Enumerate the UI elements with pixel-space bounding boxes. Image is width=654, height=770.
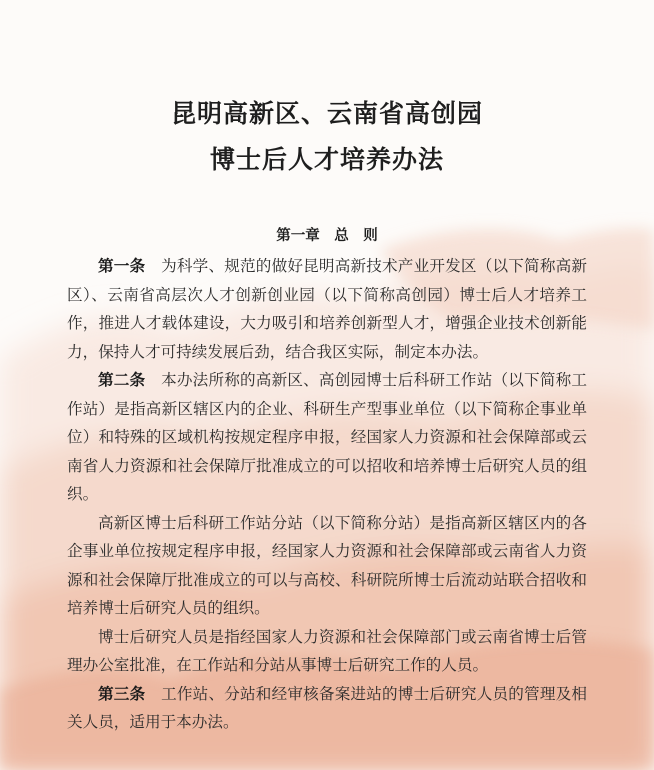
postdoc-definition-paragraph [67,623,587,680]
article-label: 第三条 [98,683,146,703]
paragraph-text: 工作站、分站和经审核备案进站的博士后研究人员的管理及相关人员，适用于本办法。 [67,684,587,731]
paragraph-text: 博士后研究人员是指经国家人力资源和社会保障部门或云南省博士后管理办公室批准，在工作站和分站从事博士后研究工作的人员。 [67,627,587,674]
paragraph-text: 为科学、规范的做好昆明高新技术产业开发区（以下简称高新区）、云南省高层次人才创新创业园（以下简称高创园）博士后人才培养工作，推进人才载体建设，大力吸引和培养创新型人才，增强企业技术创新能力，保持人才可持续发展后劲，结合我区实际，制定本办法。 [67,257,587,361]
document-title-line-1: 昆明高新区、云南省高创园 [170,99,483,128]
article-2-paragraph [67,366,587,509]
paragraph-text: 本办法所称的高新区、高创园博士后科研工作站（以下简称工作站）是指高新区辖区内的企业、科研生产型事业单位（以下简称企事业单位）和特殊的区域机构按规定程序申报，经国家人力资源和社会保障部或云南省人力资源和社会保障厅批准成立的可以招收和培养博士后研究人员的组织。 [67,371,587,503]
document-title-line-2: 博士后人才培养办法 [209,145,444,174]
article-1-paragraph [67,252,587,366]
article-label: 第一条 [98,256,146,275]
document-body [67,252,587,737]
paragraph-text: 高新区博士后科研工作站分站（以下简称分站）是指高新区辖区内的各企事业单位按规定程序申报，经国家人力资源和社会保障部或云南省人力资源和社会保障厅批准成立的可以与高校、科研院所博士后流动站联合招收和培养博士后研究人员的组织。 [67,513,587,617]
article-3-paragraph [67,680,587,737]
substation-definition-paragraph [67,509,587,623]
chapter-heading: 第一章 总 则 [276,227,378,244]
article-label: 第二条 [98,370,146,389]
